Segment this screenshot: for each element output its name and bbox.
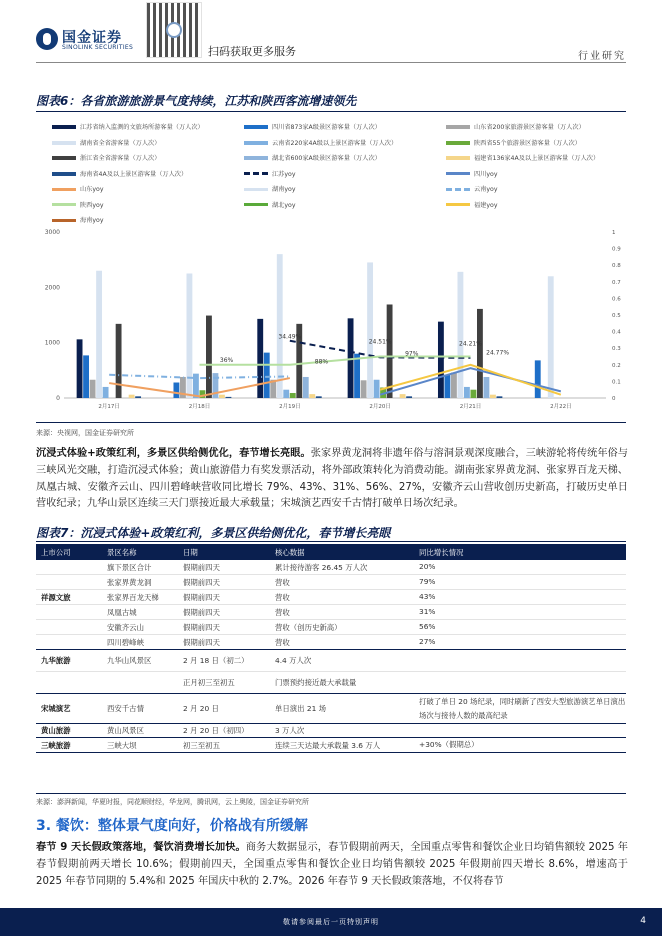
data-label: 88%: [314, 358, 329, 366]
bar: [103, 387, 109, 398]
bar: [444, 375, 450, 398]
data-label: 97%: [405, 350, 419, 358]
col-company: 上市公司: [36, 544, 102, 560]
cell-company: 九华旅游: [36, 650, 102, 672]
bar: [400, 394, 406, 398]
table-header-row: [36, 544, 626, 560]
cell-growth: 79%: [414, 575, 626, 590]
legend-item: [52, 200, 103, 209]
table-row: [36, 560, 626, 575]
report-section-label: 行业研究: [578, 51, 626, 62]
y-right-tick-label: 1: [612, 230, 616, 236]
figure7-bottom-rule: [36, 793, 626, 794]
cell-company: 祥源文旅: [36, 590, 102, 605]
legend-swatch-icon: [52, 203, 76, 206]
y-right-tick-label: 0.2: [612, 362, 621, 369]
figure6-source: 来源：央视网，国金证券研究所: [36, 429, 134, 437]
bar: [451, 373, 457, 398]
table-row: [36, 635, 626, 650]
legend-item: [244, 138, 397, 147]
page-number: 4: [640, 916, 646, 926]
bar: [206, 316, 212, 398]
table-row: [36, 605, 626, 620]
paragraph-scenic-supply: [36, 446, 628, 513]
y-right-tick-label: 0.7: [612, 279, 621, 286]
table-row: [36, 694, 626, 724]
col-data: 核心数据: [270, 544, 414, 560]
cell-data: 3 万人次: [270, 724, 414, 738]
cell-data: 4.4 万人次: [270, 650, 414, 672]
legend-item: [244, 200, 295, 209]
legend-swatch-icon: [244, 141, 268, 145]
table-row: [36, 650, 626, 672]
legend-label: 四川yoy: [474, 170, 498, 178]
bar: [406, 396, 412, 398]
table-row: [36, 620, 626, 635]
bar: [484, 377, 490, 398]
bar: [477, 309, 483, 398]
legend-item: [52, 122, 204, 131]
page-footer: [0, 908, 662, 936]
cell-growth: [414, 650, 626, 672]
legend-item: [446, 200, 497, 209]
bar: [438, 322, 444, 398]
x-tick-label: 2月18日: [188, 404, 211, 410]
cell-growth: 43%: [414, 590, 626, 605]
x-tick-label: 2月22日: [550, 404, 572, 410]
cell-scenic: 张家界百龙天梯: [102, 590, 178, 605]
bar: [367, 262, 373, 398]
cell-scenic: 九华山风景区: [102, 650, 178, 672]
cell-data: 营收（创历史新高）: [270, 620, 414, 635]
legend-item: [52, 153, 160, 162]
section-3-heading: 3. 餐饮：整体景气度向好，价格战有所缓解: [36, 818, 308, 834]
cell-data: 营收: [270, 605, 414, 620]
cell-growth: +30%（假期总）: [414, 738, 626, 753]
legend-swatch-icon: [446, 188, 470, 191]
table-row: [36, 738, 626, 753]
bar: [464, 387, 470, 398]
legend-item: [244, 184, 295, 193]
cell-date: 初三至初五: [178, 738, 270, 753]
cell-company: [36, 635, 102, 650]
legend-swatch-icon: [52, 156, 76, 160]
qr-caption: 扫码获取更多服务: [208, 45, 296, 58]
cell-growth: 27%: [414, 635, 626, 650]
bar: [77, 339, 83, 398]
scenic-growth-table: [36, 544, 626, 753]
figure6-bottom-rule: [36, 422, 626, 423]
legend-label: 山东省200家旅游景区游客量（万人次）: [474, 124, 585, 131]
legend-swatch-icon: [446, 156, 470, 160]
figure6-title: 图表6：各省旅游旅游景气度持续，江苏和陕西客流增速领先: [36, 94, 357, 108]
cell-date: 假期前四天: [178, 560, 270, 575]
disclaimer-note: 敬请参阅最后一页特别声明: [283, 918, 379, 926]
legend-label: 江苏yoy: [272, 170, 296, 178]
cell-date: 正月初三至初五: [178, 672, 270, 694]
table-row: [36, 590, 626, 605]
bar: [135, 396, 141, 398]
bar: [490, 395, 496, 398]
legend-label: 海南省4A及以上景区游客量（万人次）: [80, 170, 188, 178]
y-right-tick-label: 0: [612, 396, 616, 402]
cell-scenic: 西安千古情: [102, 694, 178, 724]
cell-date: 假期前四天: [178, 620, 270, 635]
bar: [309, 394, 315, 398]
paragraph-catering: [36, 840, 628, 890]
visitor-chart: [36, 222, 636, 417]
y-right-tick-label: 0.1: [612, 379, 621, 386]
qr-center-logo-icon: [166, 22, 182, 38]
cell-company: 黄山旅游: [36, 724, 102, 738]
legend-label: 福建省136家4A及以上景区游客量（万人次）: [474, 155, 600, 162]
legend-item: [446, 153, 599, 162]
figure7-title: 图表7：沉浸式体验+政策红利，多景区供给侧优化，春节增长亮眼: [36, 526, 391, 540]
bar: [264, 353, 270, 398]
bar: [219, 395, 225, 398]
bar: [497, 396, 503, 398]
figure6-top-rule: [36, 111, 626, 112]
data-label: 24.51%: [368, 338, 392, 346]
legend-item: [446, 169, 497, 178]
logo-name-en: SINOLINK SECURITIES: [62, 44, 134, 51]
cell-scenic: 旗下景区合计: [102, 560, 178, 575]
y-right-tick-label: 0.5: [612, 313, 621, 319]
legend-item: [446, 122, 585, 131]
bar: [387, 304, 393, 398]
cell-data: 营收: [270, 635, 414, 650]
legend-item: [244, 153, 381, 162]
legend-label: 四川省873家A级景区游客量（万人次）: [272, 124, 381, 131]
paragraph-body: 商务大数据显示，春节假期前两天，全国重点零售和餐饮企业日均销售额较 2025 年春节假期前两天增长 10.6%；假期前四天，全国重点零售和餐饮企业日均销售额较 2025 年假期前四天增长 8.6%，增速高于 2025 年春节同期的 5.4%和 2025 年国庆中秋的 2.7%。2026 年春节 9 天长假政策落地，不仅将春节: [36, 842, 628, 887]
page-header: [0, 0, 662, 62]
cell-growth: 56%: [414, 620, 626, 635]
legend-label: 陕西省55个旅游景区游客量（万人次）: [474, 139, 581, 147]
legend-item: [52, 169, 187, 178]
paragraph-lead: 沉浸式体验+政策红利，多景区供给侧优化，春节增长亮眼。: [36, 448, 311, 459]
legend-label: 湖北yoy: [272, 201, 296, 209]
legend-label: 江苏省纳入监测的文旅场所游客量（万人次）: [80, 124, 204, 131]
bar: [471, 390, 477, 398]
legend-swatch-icon: [244, 188, 268, 191]
cell-date: 假期前四天: [178, 590, 270, 605]
col-growth: 同比增长情况: [414, 544, 626, 560]
cell-data: 门票预约接近最大承载量: [270, 672, 414, 694]
cell-date: 假期前四天: [178, 605, 270, 620]
legend-swatch-icon: [52, 188, 76, 191]
y-left-tick-label: 2000: [44, 284, 60, 292]
y-right-tick-label: 0.9: [612, 246, 621, 253]
cell-data: 累计接待游客 26.45 万人次: [270, 560, 414, 575]
bar: [129, 395, 135, 398]
legend-swatch-icon: [52, 172, 76, 176]
y-right-tick-label: 0.4: [612, 329, 621, 336]
y-left-tick-label: 1000: [44, 339, 60, 347]
bar: [548, 276, 554, 398]
legend-item: [52, 184, 103, 193]
table-row: [36, 672, 626, 694]
bar: [290, 393, 296, 398]
col-date: 日期: [178, 544, 270, 560]
data-label: 36%: [219, 356, 234, 364]
legend-swatch-icon: [244, 156, 268, 160]
legend-swatch-icon: [446, 141, 470, 145]
legend-label: 海南yoy: [80, 217, 104, 224]
y-right-tick-label: 0.6: [612, 296, 621, 303]
legend-label: 陕西yoy: [80, 201, 104, 209]
legend-item: [244, 169, 295, 178]
y-left-tick-label: 0: [56, 395, 60, 402]
cell-date: 2 月 18 日（初二）: [178, 650, 270, 672]
legend-label: 云南yoy: [474, 186, 498, 193]
cell-scenic: 张家界黄龙洞: [102, 575, 178, 590]
cell-company: [36, 575, 102, 590]
cell-company: [36, 605, 102, 620]
cell-date: 假期前四天: [178, 575, 270, 590]
legend-label: 浙江省全省游客量（万人次）: [80, 155, 161, 162]
legend-label: 湖北省600家A级景区游客量（万人次）: [272, 155, 381, 162]
cell-company: 宋城演艺: [36, 694, 102, 724]
cell-company: 三峡旅游: [36, 738, 102, 753]
bar: [83, 355, 89, 398]
col-scenic: 景区名称: [102, 544, 178, 560]
table-row: [36, 724, 626, 738]
cell-scenic: 安徽齐云山: [102, 620, 178, 635]
cell-data: 营收: [270, 590, 414, 605]
data-label: 34.49%: [278, 333, 302, 341]
cell-company: [36, 560, 102, 575]
bar: [457, 272, 463, 398]
cell-growth: 20%: [414, 560, 626, 575]
cell-data: 营收: [270, 575, 414, 590]
bar: [535, 360, 541, 398]
legend-swatch-icon: [446, 125, 470, 129]
x-tick-label: 2月21日: [459, 404, 482, 410]
legend-item: [446, 184, 497, 193]
cell-scenic: [102, 672, 178, 694]
bar: [354, 354, 360, 398]
data-label: 24.21%: [459, 340, 482, 348]
bar: [361, 380, 367, 398]
paragraph-body: 张家界黄龙洞将非遗年俗与溶洞景观深度融合，三峡游轮将传统年俗与三峡风光交融，打造沉浸式体验；黄山旅游借力有奖发票活动，将外部政策转化为消费动能。湖南张家界黄龙洞、张家界百龙天梯、凤凰古城、安徽齐云山、四川碧峰峡营收同比增长 79%、43%、31%、56%、27%，安徽齐云山营收创历史新高，打破历史单日营收纪录；九华山景区连续三天门票接近最大承载量；宋城演艺西安千古情打破单日场次纪录。: [36, 448, 628, 510]
legend-swatch-icon: [446, 203, 470, 206]
y-right-tick-label: 0.8: [612, 263, 621, 270]
cell-date: 2 月 20 日: [178, 694, 270, 724]
bar: [283, 390, 289, 398]
legend-label: 福建yoy: [474, 201, 498, 209]
y-left-tick-label: 3000: [44, 229, 60, 236]
bar: [193, 374, 199, 398]
cell-scenic: 黄山风景区: [102, 724, 178, 738]
cell-date: 2 月 20 日（初四）: [178, 724, 270, 738]
legend-swatch-icon: [52, 141, 76, 145]
legend-swatch-icon: [244, 125, 268, 129]
cell-company: [36, 672, 102, 694]
sinolink-logo-icon: [36, 28, 58, 50]
legend-item: [446, 138, 581, 147]
legend-label: 云南省220家4A级以上景区游客量（万人次）: [272, 139, 398, 147]
x-tick-label: 2月19日: [279, 404, 301, 410]
bar: [257, 319, 263, 398]
bar: [316, 396, 322, 398]
legend-label: 山东yoy: [80, 186, 104, 193]
bar: [186, 274, 192, 399]
bar: [96, 271, 102, 398]
x-tick-label: 2月17日: [98, 404, 120, 410]
legend-label: 湖南yoy: [272, 186, 296, 193]
cell-growth: [414, 724, 626, 738]
cell-scenic: 四川碧峰峡: [102, 635, 178, 650]
cell-date: 假期前四天: [178, 635, 270, 650]
cell-growth: [414, 672, 626, 694]
x-tick-label: 2月20日: [369, 404, 391, 410]
cell-data: 单日演出 21 场: [270, 694, 414, 724]
logo-name-cn: 国金证券: [62, 30, 122, 46]
bar: [116, 324, 122, 398]
figure7-source: 来源：澎湃新闻，华夏时报，同花顺财经，华龙网，腾讯网，云上奥陵，国金证券研究所: [36, 798, 309, 806]
legend-swatch-icon: [52, 125, 76, 129]
header-divider: [36, 62, 626, 63]
bar: [374, 380, 380, 398]
bar: [90, 380, 96, 398]
cell-scenic: 三峡大坝: [102, 738, 178, 753]
cell-scenic: 凤凰古城: [102, 605, 178, 620]
legend-swatch-icon: [244, 172, 268, 175]
cell-data: 连续三天达最大承载量 3.6 万人: [270, 738, 414, 753]
y-right-tick-label: 0.3: [612, 346, 621, 353]
legend-swatch-icon: [446, 172, 470, 175]
paragraph-lead: 春节 9 天长假政策落地，餐饮消费增长加快。: [36, 842, 246, 853]
data-label: 24.77%: [486, 349, 510, 357]
legend-item: [52, 138, 160, 147]
table-row: [36, 575, 626, 590]
bar: [173, 383, 179, 398]
legend-item: [244, 122, 381, 131]
legend-swatch-icon: [244, 203, 268, 206]
bar: [226, 397, 232, 398]
cell-growth: 31%: [414, 605, 626, 620]
figure7-top-rule: [36, 541, 626, 542]
cell-company: [36, 620, 102, 635]
legend-label: 湖南省全省游客量（万人次）: [80, 139, 161, 147]
bar: [303, 377, 309, 398]
cell-growth: 打破了单日 20 场纪录，同时刷新了西安大型旅游演艺单日演出场次与接待人数的最高纪录: [414, 694, 626, 724]
